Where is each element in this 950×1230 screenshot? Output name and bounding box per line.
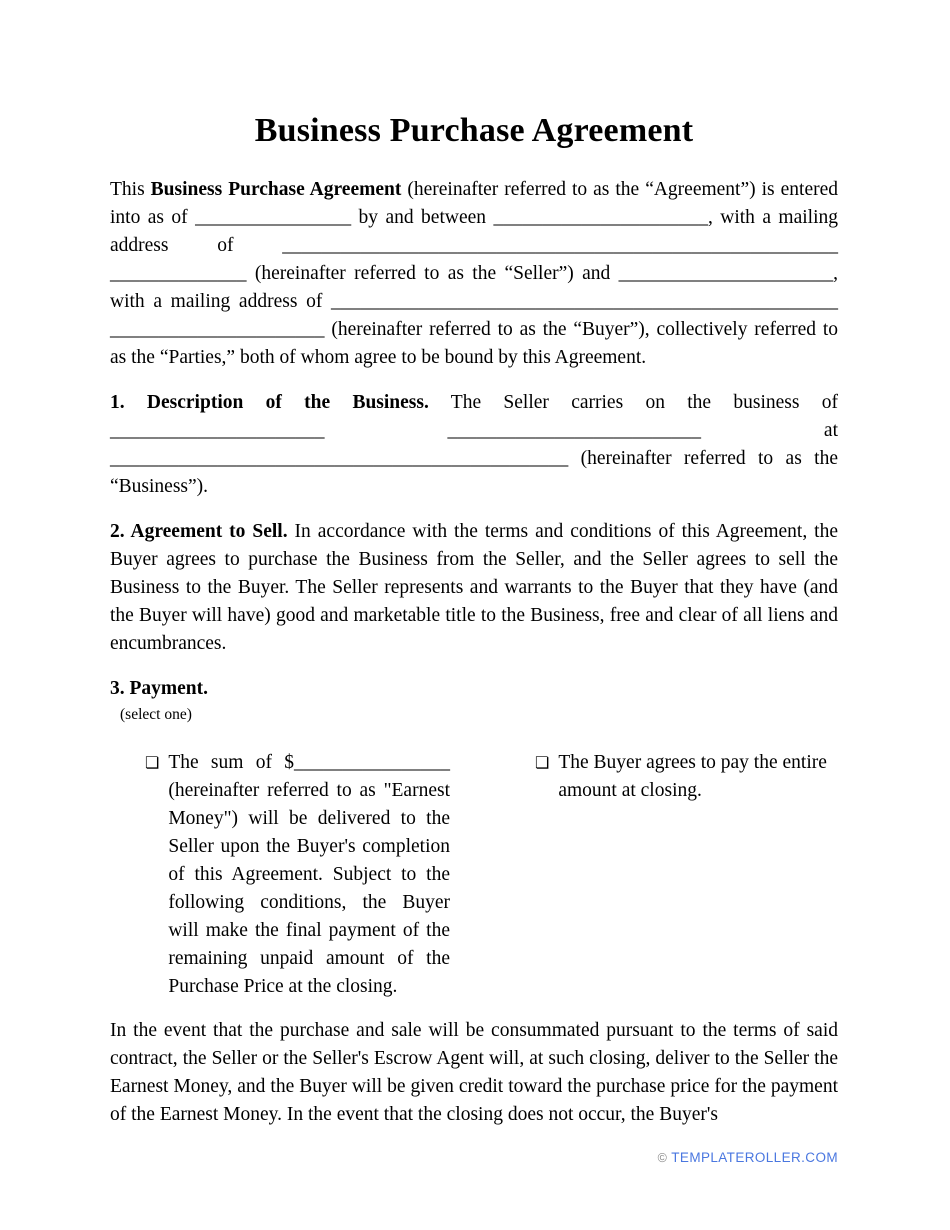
payment-option-full-amount-text: The Buyer agrees to pay the entire amount at closing. — [558, 752, 827, 801]
section-2-body: In accordance with the terms and conditions of this Agreement, the Buyer agrees to purchase the Business from the Seller, and the Seller agrees to sell the Business to the Buyer. The Seller represents and warrants to the Buyer that they have (and the Buyer will have) good and marketable title to the Business, free and clear of all liens and encumbrances. — [110, 521, 838, 654]
section-3-heading: 3. Payment. — [110, 678, 209, 699]
intro-bold-term: Business Purchase Agreement — [150, 179, 402, 200]
payment-options — [110, 749, 838, 1001]
intro-rest: (hereinafter referred to as the “Agreement”) is entered into as of ________________ by and between ______________________, with a mailing address of _________________________________________________________ ______________ (hereinafter referred to as the “Seller”) and ______________________, with a mailing address of ____________________________________________________ ______________________ (hereinafter referred to as the “Buyer”), collectively referred to as the “Parties,” both of whom agree to be bound by this Agreement. — [110, 179, 838, 368]
intro-paragraph — [110, 176, 838, 372]
closing-paragraph: In the event that the purchase and sale will be consummated pursuant to the terms of said contract, the Seller or the Seller's Escrow Agent will, at such closing, deliver to the Seller the Earnest Money, and the Buyer will be given credit toward the purchase price for the payment of the Earnest Money. In the event that the closing does not occur, the Buyer's — [110, 1020, 838, 1125]
document-title: Business Purchase Agreement — [254, 112, 694, 149]
checkbox-icon[interactable]: ❏ — [145, 753, 160, 772]
select-one-note: (select one) — [120, 706, 192, 723]
section-2-paragraph — [110, 518, 838, 658]
section-1-paragraph — [110, 389, 838, 501]
templateroller-link[interactable]: TEMPLATEROLLER.COM — [671, 1150, 838, 1165]
copyright-icon: © — [657, 1151, 668, 1165]
section-2-heading: 2. Agreement to Sell. — [110, 521, 288, 542]
intro-prefix: This — [110, 179, 151, 200]
checkbox-icon[interactable]: ❏ — [535, 753, 550, 772]
footer — [658, 1150, 838, 1165]
payment-option-earnest-money-text: The sum of $________________ (hereinafter referred to as "Earnest Money") will be delivered to the Seller upon the Buyer's completion of this Agreement. Subject to the following conditions, the Buyer will make the final payment of the remaining unpaid amount of the Purchase Price at the closing. — [168, 752, 450, 997]
payment-option-full-amount — [535, 749, 838, 805]
section-1-heading: 1. Description of the Business. — [110, 392, 429, 413]
section-1-body: The Seller carries on the business of ______________________ __________________________ at _______________________________________________ (hereinafter referred to as the “Business”). — [110, 392, 838, 497]
payment-option-earnest-money — [145, 749, 450, 1001]
